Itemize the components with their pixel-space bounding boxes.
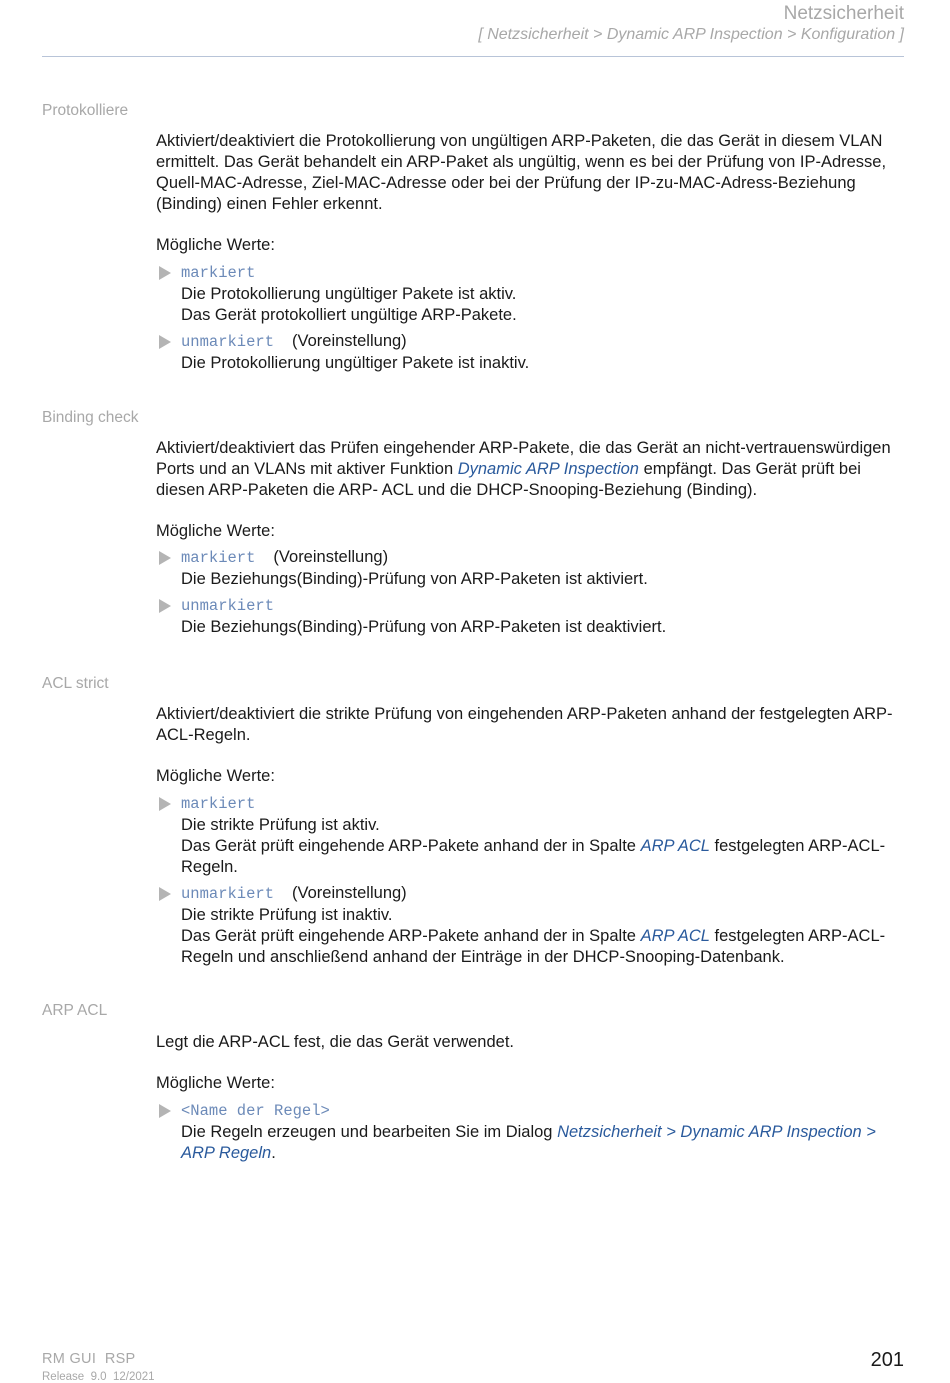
value-code: unmarkiert — [181, 885, 275, 903]
bullet-triangle-icon — [159, 797, 171, 811]
link-arp-acl[interactable]: ARP ACL — [640, 927, 710, 945]
value-item — [156, 793, 906, 878]
breadcrumb: [ Netzsicherheit > Dynamic ARP Inspection > Konfiguration ] — [478, 26, 904, 43]
description — [156, 438, 906, 501]
possible-values-label: Mögliche Werte: — [156, 1074, 275, 1092]
bullet-triangle-icon — [159, 551, 171, 565]
value-text: festgelegten ARP-ACL-Regeln. — [181, 837, 886, 876]
bullet-triangle-icon — [159, 1104, 171, 1118]
description-text: Aktiviert/deaktiviert das Prüfen eingehender ARP-Pakete, die das Gerät an nicht-vertrauenswürdigen Ports und an VLANs mit aktiver Funktion — [156, 439, 891, 478]
value-code: <Name der Regel> — [181, 1102, 330, 1120]
possible-values-label: Mögliche Werte: — [156, 767, 275, 785]
value-line: Das Gerät protokolliert ungültige ARP-Pakete. — [181, 306, 517, 324]
section-label-arp-acl: ARP ACL — [42, 1002, 108, 1019]
value-code: unmarkiert — [181, 597, 275, 615]
value-item — [156, 262, 906, 326]
value-line — [181, 926, 906, 968]
value-text: Die Regeln erzeugen und bearbeiten Sie im Dialog — [181, 1123, 558, 1141]
value-item — [156, 1100, 906, 1164]
link-dynamic-arp-inspection[interactable]: Dynamic ARP Inspection — [457, 460, 639, 478]
value-item — [156, 883, 906, 968]
value-text: Das Gerät prüft eingehende ARP-Pakete anhand der in Spalte — [181, 927, 641, 945]
value-code: markiert — [181, 549, 256, 567]
possible-values-label: Mögliche Werte: — [156, 236, 275, 254]
section-label-acl-strict: ACL strict — [42, 675, 109, 692]
default-marker: (Voreinstellung) — [273, 548, 389, 566]
description: Aktiviert/deaktiviert die Protokollierung von ungültigen ARP-Paketen, die das Gerät in diesem VLAN ermittelt. Das Gerät behandelt ein ARP-Paket als ungültig, wenn es bei der Prüfung von IP-Adresse, Quell-MAC-Adresse, Ziel-MAC-Adresse oder bei der Prüfung der IP-zu-MAC-Adress-Beziehung (Binding) einen Fehler erkennt. — [156, 132, 887, 213]
value-line — [181, 836, 906, 878]
section-label-protokolliere: Protokolliere — [42, 102, 129, 119]
link-arp-acl[interactable]: ARP ACL — [640, 837, 710, 855]
default-marker: (Voreinstellung) — [292, 332, 407, 350]
value-code: unmarkiert — [181, 333, 275, 351]
page-header-title: Netzsicherheit — [783, 3, 904, 24]
value-line — [181, 1122, 906, 1164]
description: Legt die ARP-ACL fest, die das Gerät verwendet. — [156, 1033, 514, 1051]
value-text: . — [271, 1144, 276, 1162]
bullet-triangle-icon — [159, 335, 171, 349]
value-item — [156, 331, 906, 374]
value-item — [156, 547, 906, 590]
section-label-binding-check: Binding check — [42, 409, 139, 426]
bullet-triangle-icon — [159, 887, 171, 901]
section-binding-check — [156, 438, 906, 638]
value-text: festgelegten ARP-ACL-Regeln und anschließend anhand der Einträge in der DHCP-Snooping-Datenbank. — [181, 927, 886, 966]
section-arp-acl — [156, 1032, 906, 1164]
section-protokolliere — [156, 131, 906, 374]
value-line: Die Protokollierung ungültiger Pakete ist aktiv. — [181, 285, 517, 303]
page-number: 201 — [870, 1349, 904, 1371]
value-line: Die Protokollierung ungültiger Pakete ist inaktiv. — [181, 354, 530, 372]
value-line: Die Beziehungs(Binding)-Prüfung von ARP-Paketen ist deaktiviert. — [181, 618, 667, 636]
value-line: Die strikte Prüfung ist aktiv. — [181, 816, 380, 834]
header-divider — [42, 56, 904, 57]
value-line: Die Beziehungs(Binding)-Prüfung von ARP-Paketen ist aktiviert. — [181, 570, 648, 588]
value-code: markiert — [181, 264, 256, 282]
possible-values-label: Mögliche Werte: — [156, 522, 275, 540]
footer-document-name: RM GUI RSP — [42, 1351, 136, 1367]
value-code: markiert — [181, 795, 256, 813]
default-marker: (Voreinstellung) — [292, 884, 407, 902]
footer-release: Release 9.0 12/2021 — [42, 1371, 155, 1383]
description-text: empfängt. Das Gerät prüft bei diesen ARP-Paketen die ARP- ACL und die DHCP-Snooping-Beziehung (Binding). — [156, 460, 861, 499]
bullet-triangle-icon — [159, 266, 171, 280]
bullet-triangle-icon — [159, 599, 171, 613]
description: Aktiviert/deaktiviert die strikte Prüfung von eingehenden ARP-Paketen anhand der festgelegten ARP-ACL-Regeln. — [156, 705, 893, 744]
link-arp-regeln-dialog[interactable]: Netzsicherheit > Dynamic ARP Inspection > ARP Regeln — [181, 1123, 876, 1162]
value-item — [156, 595, 906, 638]
value-text: Das Gerät prüft eingehende ARP-Pakete anhand der in Spalte — [181, 837, 641, 855]
value-line: Die strikte Prüfung ist inaktiv. — [181, 906, 393, 924]
section-acl-strict — [156, 704, 906, 968]
